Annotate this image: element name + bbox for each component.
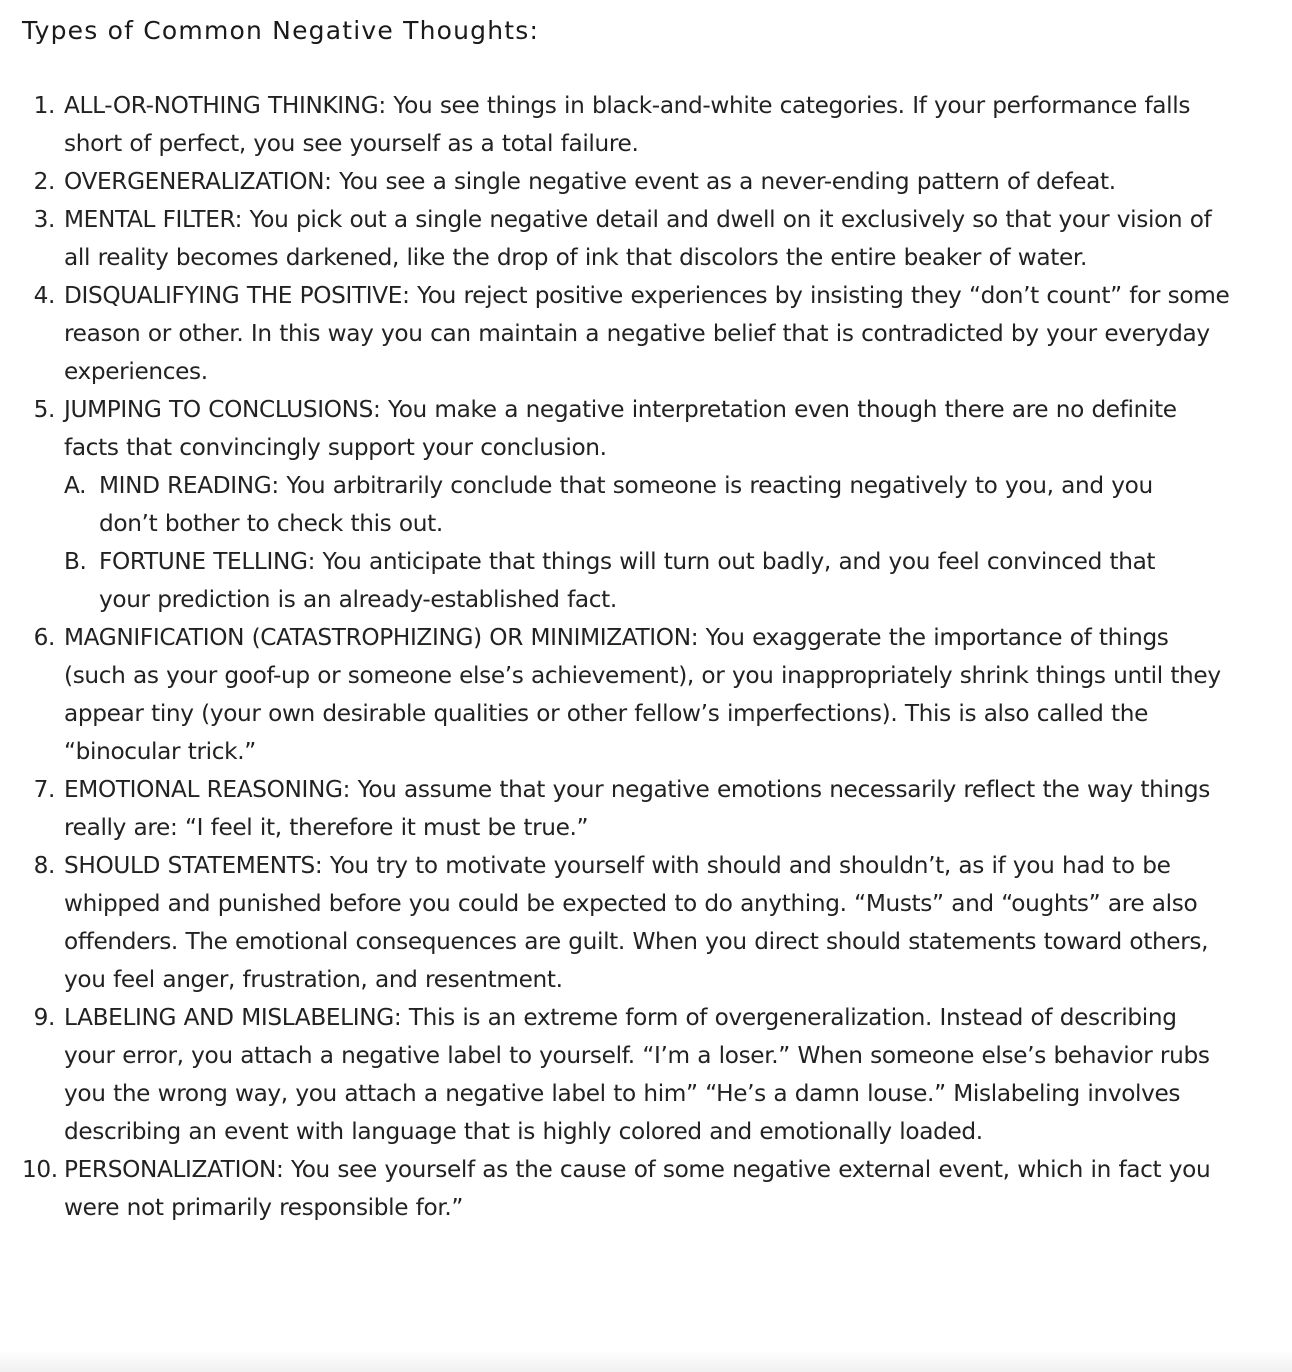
list-item-number: 10. [22, 1156, 58, 1183]
list-item [22, 771, 1234, 847]
list-item-number: 2. [33, 168, 55, 195]
list-item-text: MENTAL FILTER: You pick out a single negative detail and dwell on it exclusively so that your vision of all reality becomes darkened, like the drop of ink that discolors the entire beaker of water. [64, 206, 1212, 271]
sub-list-item-text: FORTUNE TELLING: You anticipate that things will turn out badly, and you feel convinced that your prediction is an already-established fact. [99, 548, 1156, 613]
negative-thoughts-list [22, 87, 1272, 1227]
list-item [22, 201, 1234, 277]
list-item-text: LABELING AND MISLABELING: This is an extreme form of overgeneralization. Instead of describing your error, you attach a negative label to yourself. “I’m a loser.” When someone else’s behavior rubs you the wrong way, you attach a negative label to him” “He’s a damn louse.” Mislabeling involves describing an event with language that is highly colored and emotionally loaded. [64, 1004, 1210, 1145]
list-item [22, 1151, 1234, 1227]
list-item-text: OVERGENERALIZATION: You see a single negative event as a never-ending pattern of defeat. [64, 168, 1116, 195]
sub-list-item-letter: B. [64, 548, 87, 575]
list-item-number: 1. [33, 92, 55, 119]
list-item-text: JUMPING TO CONCLUSIONS: You make a negative interpretation even though there are no definite facts that convincingly support your conclusion. [64, 396, 1177, 461]
list-item [22, 391, 1234, 619]
list-item [22, 163, 1234, 201]
list-item-text: EMOTIONAL REASONING: You assume that your negative emotions necessarily reflect the way things really are: “I feel it, therefore it must be true.” [64, 776, 1210, 841]
list-item-number: 9. [33, 1004, 55, 1031]
list-item-text: ALL-OR-NOTHING THINKING: You see things in black-and-white categories. If your performance falls short of perfect, you see yourself as a total failure. [64, 92, 1191, 157]
list-item [22, 87, 1234, 163]
list-item-number: 7. [33, 776, 55, 803]
list-item-text: MAGNIFICATION (CATASTROPHIZING) OR MINIMIZATION: You exaggerate the importance of things (such as your goof-up or someone else’s achievement), or you inappropriately shrink things until they appear tiny (your own desirable qualities or other fellow’s imperfections). This is also called the “binocular trick.” [64, 624, 1221, 765]
document-page [22, 0, 1272, 1227]
sub-list-item [64, 467, 1199, 543]
sub-list-item-text: MIND READING: You arbitrarily conclude that someone is reacting negatively to you, and you don’t bother to check this out. [99, 472, 1153, 537]
list-item-number: 8. [33, 852, 55, 879]
list-item-text: SHOULD STATEMENTS: You try to motivate yourself with should and shouldn’t, as if you had to be whipped and punished before you could be expected to do anything. “Musts” and “oughts” are also offenders. The emotional consequences are guilt. When you direct should statements toward others, you feel anger, frustration, and resentment. [64, 852, 1209, 993]
list-item [22, 999, 1234, 1151]
list-item-text: DISQUALIFYING THE POSITIVE: You reject positive experiences by insisting they “don’t count” for some reason or other. In this way you can maintain a negative belief that is contradicted by your everyday experiences. [64, 282, 1230, 385]
list-item-number: 3. [33, 206, 55, 233]
sub-list [64, 467, 1234, 619]
list-item-number: 5. [33, 396, 55, 423]
list-item-text: PERSONALIZATION: You see yourself as the cause of some negative external event, which in fact you were not primarily responsible for.” [64, 1156, 1211, 1221]
list-item-number: 6. [33, 624, 55, 651]
document-title: Types of Common Negative Thoughts: [22, 16, 540, 45]
list-item [22, 277, 1234, 391]
sub-list-item [64, 543, 1199, 619]
list-item [22, 619, 1234, 771]
list-item-number: 4. [33, 282, 55, 309]
list-item [22, 847, 1234, 999]
bottom-fade [0, 1350, 1292, 1372]
sub-list-item-letter: A. [64, 472, 87, 499]
